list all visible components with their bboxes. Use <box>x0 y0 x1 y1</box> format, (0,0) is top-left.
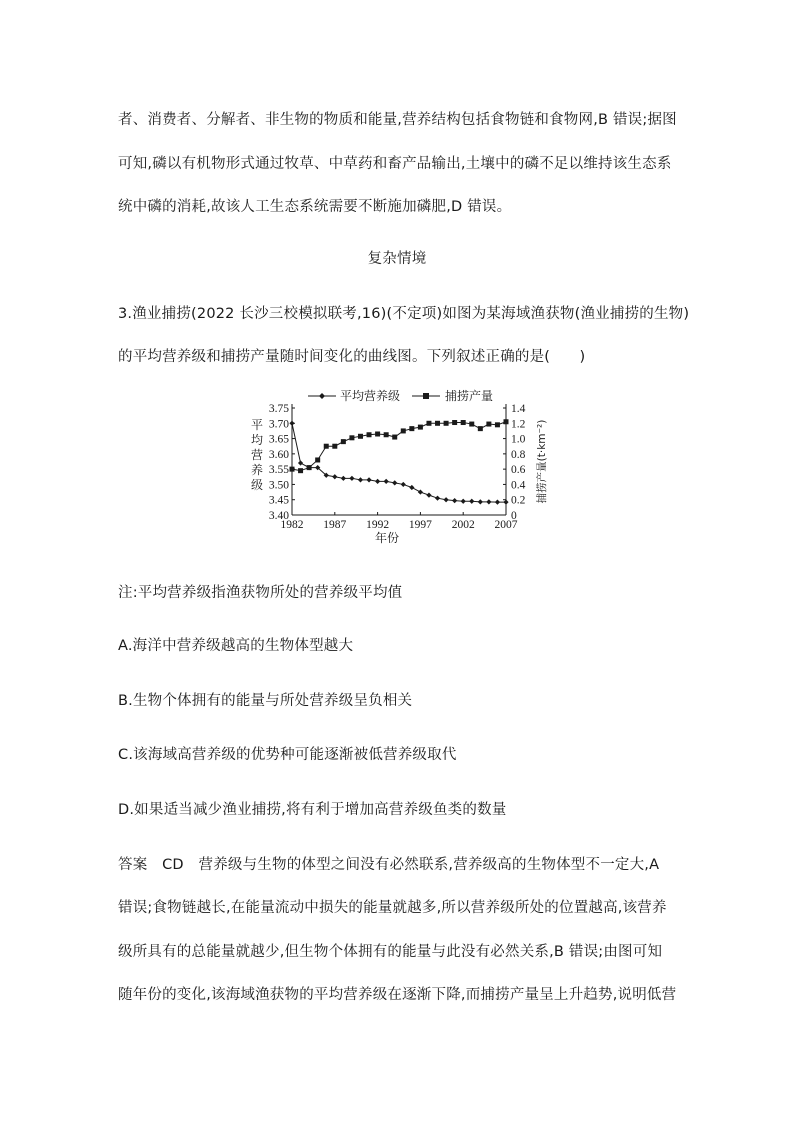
left-axis-label-char: 养 <box>250 463 264 477</box>
point-catch <box>401 428 406 433</box>
question-line: 的平均营养级和捕捞产量随时间变化的曲线图。下列叙述正确的是( ) <box>118 349 586 365</box>
point-trophic <box>443 497 448 502</box>
left-tick-label: 3.50 <box>268 479 289 492</box>
right-tick-label: 0.8 <box>511 448 526 461</box>
point-catch <box>375 431 380 436</box>
right-tick-label: 0.4 <box>511 479 526 492</box>
right-tick-label: 1.0 <box>511 433 526 446</box>
point-trophic <box>435 496 440 501</box>
point-trophic <box>401 482 406 487</box>
point-trophic <box>366 477 371 482</box>
right-tick-label: 0 <box>511 510 517 522</box>
option-a: A.海洋中营养级越高的生物体型越大 <box>118 638 354 654</box>
point-catch <box>486 422 491 427</box>
point-catch <box>444 421 449 426</box>
note: 注:平均营养级指渔获物所处的营养级平均值 <box>118 585 403 601</box>
legend-label-catch: 捕捞产量 <box>445 389 494 403</box>
point-catch <box>461 420 466 425</box>
point-trophic <box>478 499 483 504</box>
answer-line: 级所具有的总能量就越少,但生物个体拥有的能量与此没有必然关系,B 错误;由图可知 <box>118 944 663 960</box>
left-tick-label: 3.40 <box>268 510 289 522</box>
paragraph-line: 者、消费者、分解者、非生物的物质和能量,营养结构包括食物链和食物网,B 错误;据图 <box>118 112 677 128</box>
section-title: 复杂情境 <box>367 251 427 267</box>
point-catch <box>298 468 303 473</box>
legend-label-trophic: 平均营养级 <box>340 389 401 403</box>
point-catch <box>426 421 431 426</box>
legend-marker-trophic <box>319 393 325 399</box>
left-tick-label: 3.70 <box>268 418 289 431</box>
x-tick-label: 1997 <box>408 519 432 531</box>
right-tick-label: 1.4 <box>511 403 526 415</box>
point-catch <box>384 432 389 437</box>
point-trophic <box>332 474 337 479</box>
x-tick-label: 2002 <box>451 519 475 531</box>
point-catch <box>418 425 423 430</box>
point-trophic <box>495 500 500 505</box>
paragraph-line: 统中磷的消耗,故该人工生态系统需要不断施加磷肥,D 错误。 <box>118 199 512 215</box>
left-tick-label: 3.75 <box>268 403 289 415</box>
point-trophic <box>503 500 508 505</box>
option-d: D.如果适当减少渔业捕捞,将有利于增加高营养级鱼类的数量 <box>118 802 507 818</box>
series-line-trophic <box>292 423 506 502</box>
point-trophic <box>349 476 354 481</box>
point-catch <box>469 422 474 427</box>
point-trophic <box>452 498 457 503</box>
right-axis-label: 捕捞产量(t·km⁻²) <box>536 419 548 504</box>
point-catch <box>358 434 363 439</box>
x-axis-label: 年份 <box>374 531 400 545</box>
left-tick-label: 3.65 <box>268 433 289 446</box>
point-catch <box>495 422 500 427</box>
point-trophic <box>375 479 380 484</box>
point-catch <box>478 426 483 431</box>
point-catch <box>409 426 414 431</box>
point-catch <box>307 465 312 470</box>
answer-line: 随年份的变化,该海域渔获物的平均营养级在逐渐下降,而捕捞产量呈上升趋势,说明低营 <box>118 987 677 1003</box>
point-trophic <box>384 479 389 484</box>
point-catch <box>349 435 354 440</box>
point-trophic <box>358 477 363 482</box>
question-line: 3.渔业捕捞(2022 长沙三校模拟联考,16)(不定项)如图为某海域渔获物(渔业捕捞的生物) <box>118 306 690 322</box>
left-tick-label: 3.60 <box>268 448 289 461</box>
point-trophic <box>289 421 294 426</box>
chart <box>0 382 794 552</box>
left-tick-label: 3.45 <box>268 494 289 507</box>
left-tick-label: 3.55 <box>268 464 289 477</box>
right-tick-label: 1.2 <box>511 418 526 431</box>
point-trophic <box>486 499 491 504</box>
x-tick-label: 2007 <box>494 519 518 531</box>
right-tick-label: 0.2 <box>511 494 526 507</box>
point-trophic <box>392 480 397 485</box>
point-trophic <box>341 476 346 481</box>
point-catch <box>332 444 337 449</box>
left-axis-label-char: 均 <box>250 433 264 447</box>
left-axis-label-char: 级 <box>250 478 264 492</box>
point-catch <box>341 439 346 444</box>
x-tick-label: 1982 <box>280 519 304 531</box>
point-trophic <box>461 499 466 504</box>
answer-line: 错误;食物链越长,在能量流动中损失的能量就越多,所以营养级所处的位置越高,该营养 <box>118 900 667 916</box>
option-b: B.生物个体拥有的能量与所处营养级呈负相关 <box>118 693 413 709</box>
point-trophic <box>418 489 423 494</box>
point-catch <box>315 457 320 462</box>
point-catch <box>452 420 457 425</box>
point-catch <box>324 444 329 449</box>
point-catch <box>392 435 397 440</box>
point-catch <box>504 419 509 424</box>
option-c: C.该海域高营养级的优势种可能逐渐被低营养级取代 <box>118 747 457 763</box>
answer-line: 答案 CD 营养级与生物的体型之间没有必然联系,营养级高的生物体型不一定大,A <box>118 857 660 873</box>
point-catch <box>290 467 295 472</box>
point-catch <box>435 421 440 426</box>
x-tick-label: 1992 <box>366 519 390 531</box>
paragraph-line: 可知,磷以有机物形式通过牧草、中草药和畜产品输出,土壤中的磷不足以维持该生态系 <box>118 156 672 172</box>
point-trophic <box>426 493 431 498</box>
x-tick-label: 1987 <box>323 519 347 531</box>
legend-marker-catch <box>423 393 429 399</box>
left-axis-label-char: 营 <box>250 448 264 462</box>
left-axis-label-char: 平 <box>250 418 264 432</box>
point-catch <box>367 432 372 437</box>
point-trophic <box>469 499 474 504</box>
point-trophic <box>409 485 414 490</box>
right-tick-label: 0.6 <box>511 464 526 477</box>
point-trophic <box>298 460 303 465</box>
